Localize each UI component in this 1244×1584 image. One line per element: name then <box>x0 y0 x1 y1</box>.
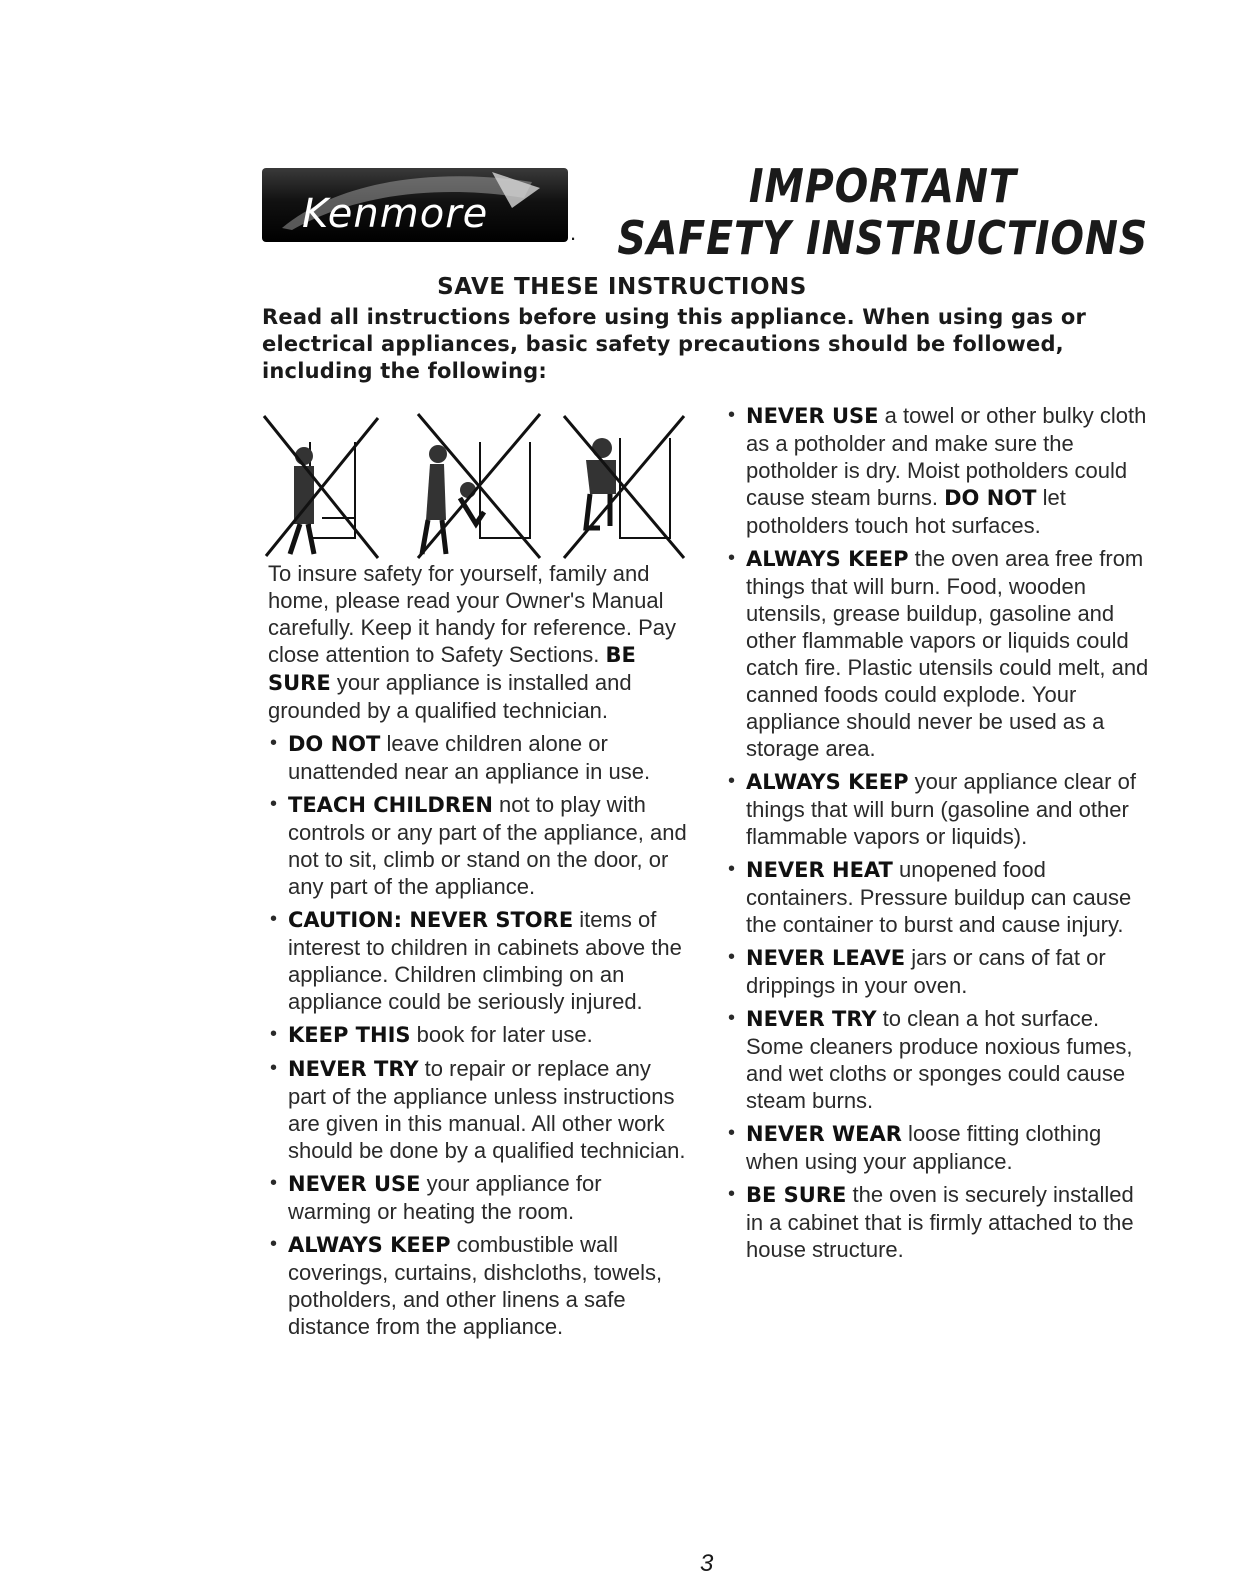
list-item: • NEVER TRY to clean a hot surface. Some cleaners produce noxious fumes, and wet cloths or sponges could cause steam burns. <box>728 1006 1133 1113</box>
list-item: • DO NOT leave children alone or unattended near an appliance in use. <box>270 731 651 784</box>
intro-text: Read all instructions before using this appliance. When using gas or electrical appliances, basic safety precautions should be followed, including the following: <box>262 305 1087 383</box>
list-item: • KEEP THIS book for later use. <box>270 1022 593 1047</box>
list-item: • NEVER WEAR loose fitting clothing when using your appliance. <box>728 1121 1102 1174</box>
child-on-door-icon <box>264 416 378 558</box>
list-item: • ALWAYS KEEP combustible wall coverings, curtains, dishcloths, towels, potholders, and other linens a safe distance from the appliance. <box>270 1232 663 1339</box>
child-climbing-icon <box>418 414 540 558</box>
right-column <box>726 402 1156 1269</box>
title-line-2: SAFETY INSTRUCTIONS <box>617 211 1148 265</box>
warning-pictograms <box>260 408 700 568</box>
brand-name: Kenmore <box>302 191 489 237</box>
save-heading: SAVE THESE INSTRUCTIONS <box>437 274 807 300</box>
list-item: • BE SURE the oven is securely installed in a cabinet that is firmly attached to the house structure. <box>728 1182 1134 1262</box>
list-item: • NEVER HEAT unopened food containers. Pressure buildup can cause the container to burst and cause injury. <box>728 857 1132 937</box>
brand-dot: . <box>570 220 577 245</box>
list-item: • NEVER TRY to repair or replace any part of the appliance unless instructions are given in this manual. All other work should be done by a qualified technician. <box>270 1056 686 1163</box>
title-line-1: IMPORTANT <box>748 159 1017 213</box>
page-number: 3 <box>700 1550 714 1577</box>
child-sitting-on-door-icon <box>564 416 684 558</box>
page-title <box>617 160 1148 264</box>
list-item: • NEVER USE a towel or other bulky cloth as a potholder and make sure the potholder is dry. Moist potholders could cause steam burns. DO NOT let potholders touch hot surfaces. <box>728 403 1147 538</box>
left-column <box>268 560 688 1346</box>
list-item: • CAUTION: NEVER STORE items of interest to children in cabinets above the appliance. Children climbing on an appliance could be seriously injured. <box>270 907 682 1014</box>
list-item: • ALWAYS KEEP the oven area free from things that will burn. Food, wooden utensils, grease buildup, gasoline and other flammable vapors or liquids could catch fire. Plastic utensils could melt, and canned foods could explode. Your appliance should never be used as a storage area. <box>728 546 1149 761</box>
list-item: • NEVER LEAVE jars or cans of fat or drippings in your oven. <box>728 945 1106 998</box>
kenmore-logo <box>262 168 568 242</box>
intro-paragraph: To insure safety for yourself, family and home, please read your Owner's Manual carefully. Keep it handy for reference. Pay close attention to Safety Sections. BE SURE your appliance is installed and grounded by a qualified technician. <box>268 561 677 723</box>
list-item: • TEACH CHILDREN not to play with controls or any part of the appliance, and not to sit, climb or stand on the door, or any part of the appliance. <box>270 792 687 899</box>
list-item: • ALWAYS KEEP your appliance clear of things that will burn (gasoline and other flammable vapors or liquids). <box>728 769 1136 849</box>
list-item: • NEVER USE your appliance for warming or heating the room. <box>270 1171 602 1224</box>
